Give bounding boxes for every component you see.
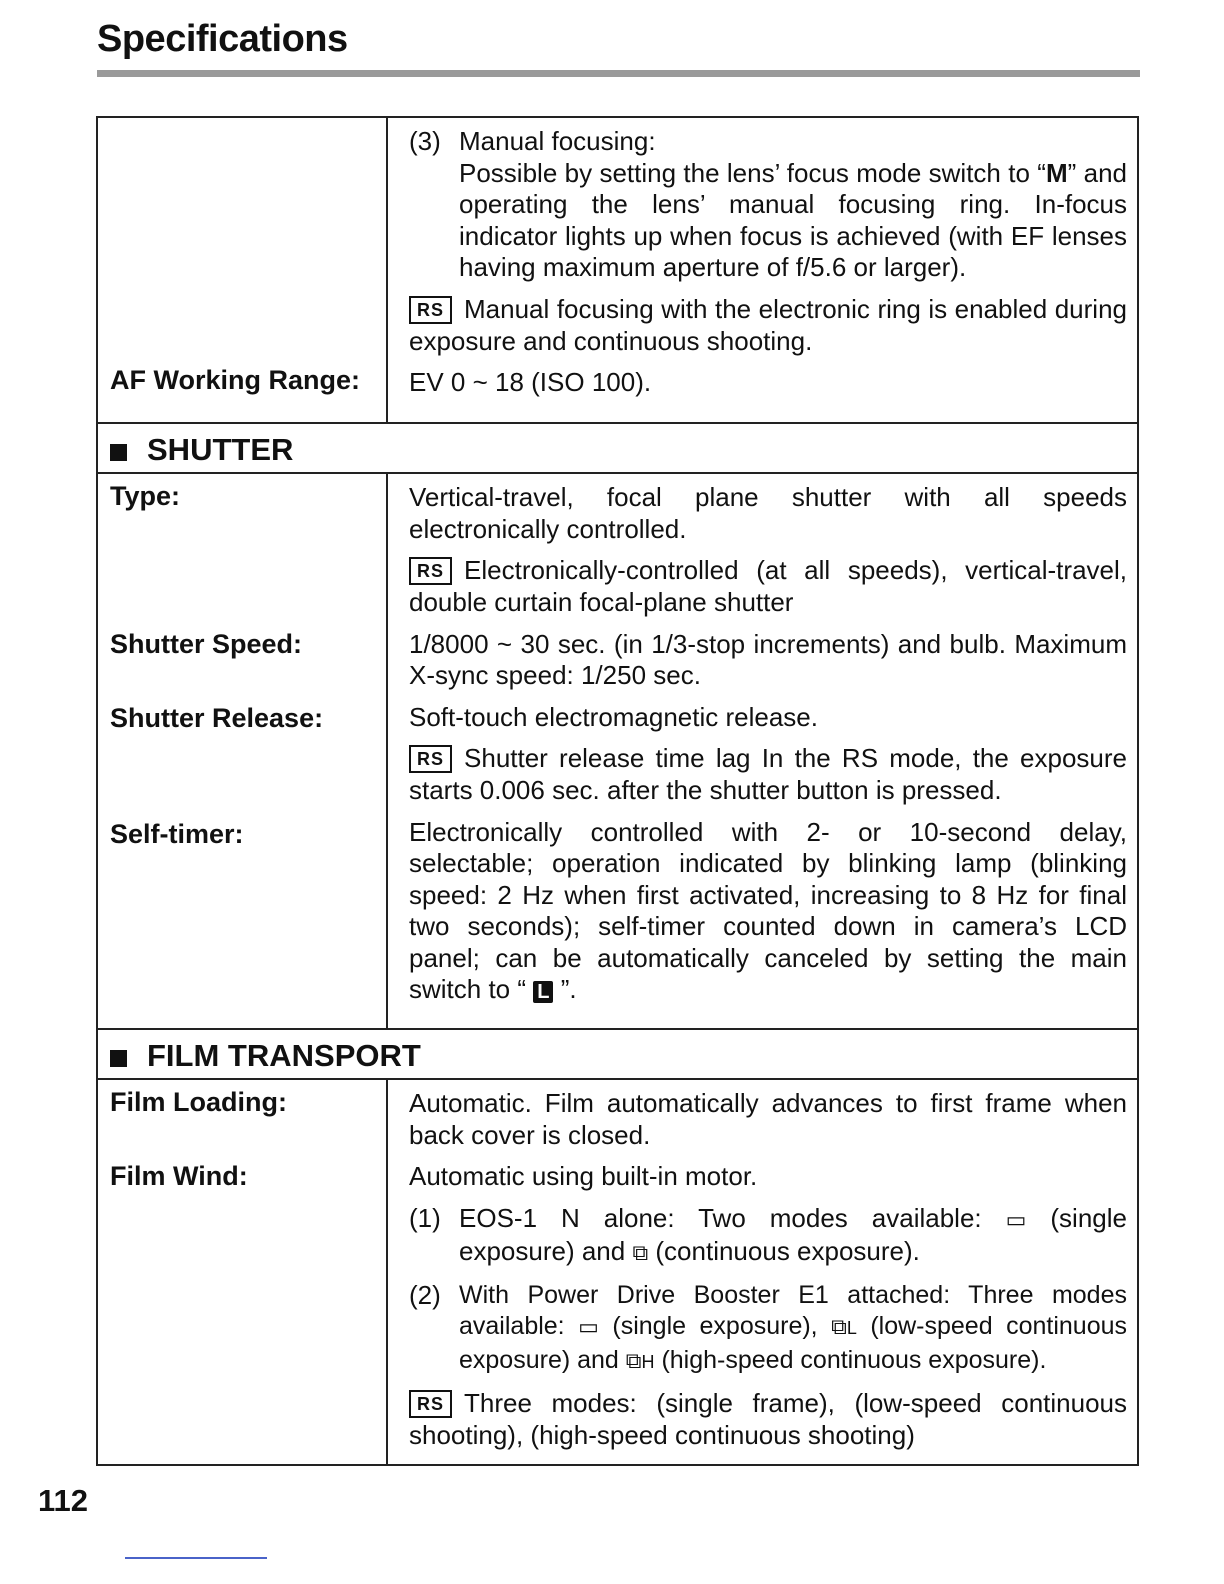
rs-badge: RS xyxy=(409,557,452,585)
shutter-heading: SHUTTER xyxy=(97,423,1138,473)
focus-left-cell xyxy=(97,117,387,423)
af-working-range-label: AF Working Range: xyxy=(110,365,361,395)
bottom-rule xyxy=(125,1557,267,1559)
title-rule xyxy=(97,70,1140,77)
item-2-num: (2) xyxy=(409,1279,441,1310)
single-frame-icon: ▭ xyxy=(1005,1207,1027,1233)
manual-focus-item xyxy=(409,126,1127,284)
manual-focus-rs-note: RS Manual focusing with the electronic ring is enabled during exposure and continuous shooting. xyxy=(409,293,1127,356)
manual-focus-num: (3) xyxy=(409,126,441,156)
focus-right-cell xyxy=(387,117,1138,423)
shutter-speed-label: Shutter Speed: xyxy=(110,629,303,659)
film-loading-text: Automatic. Film automatically advances to first frame when back cover is closed. xyxy=(409,1088,1127,1150)
film-rs-note: RS Three modes: (single frame), (low-speed continuous shooting), (high-speed continuous shooting) xyxy=(409,1388,1127,1450)
film-transport-heading: FILM TRANSPORT xyxy=(97,1029,1138,1079)
film-wind-text: Automatic using built-in motor. xyxy=(409,1161,758,1191)
self-timer-text: Electronically controlled with 2- or 10-second delay, selectable; operation indicated by blinking lamp (blinking speed: 2 Hz when first activated, increasing to 8 Hz for final two seconds); self-timer counted down in camera’s LCD panel; can be automatically canceled by setting the main switch to “ L ”. xyxy=(409,816,1127,1004)
shutter-right-cell xyxy=(387,473,1138,1029)
rs-badge: RS xyxy=(409,1390,452,1418)
page-number: 112 xyxy=(38,1483,89,1518)
film-row xyxy=(97,1079,1138,1465)
type-rs-note: RS Electronically-controlled (at all speeds), vertical-travel, double curtain focal-plane shutter xyxy=(409,555,1127,617)
single-frame-icon: ▭ xyxy=(578,1315,599,1340)
film-wind-item-2 xyxy=(409,1280,1127,1379)
shutter-heading-row xyxy=(97,423,1138,473)
spec-table xyxy=(96,116,1139,1466)
manual-focus-text: Possible by setting the lens’ focus mode switch to “M” and operating the lens’ manual focusing ring. In-focus indicator lights up when focus is achieved (with EF lenses having maximum aperture of f/5.6 or larger). xyxy=(459,157,1128,282)
film-wind-label: Film Wind: xyxy=(110,1161,248,1191)
item-1-num: (1) xyxy=(409,1202,441,1233)
film-heading-row xyxy=(97,1029,1138,1079)
film-wind-item-1 xyxy=(409,1203,1127,1270)
continuous-frame-icon: ⧉ xyxy=(632,1241,649,1266)
item-1-text: EOS-1 N alone: Two modes available: ▭ (single exposure) and ⧉ (continuous exposure). xyxy=(459,1202,1127,1266)
self-timer-label: Self-timer: xyxy=(110,819,244,849)
af-working-range-value: EV 0 ~ 18 (ISO 100). xyxy=(409,367,652,397)
type-label: Type: xyxy=(110,481,181,511)
rs-badge: RS xyxy=(409,745,452,773)
continuous-low-icon: ⧉ xyxy=(831,1315,847,1340)
shutter-release-rs-note: RS Shutter release time lag In the RS mode, the exposure starts 0.006 sec. after the shutter button is pressed. xyxy=(409,743,1127,805)
focus-row xyxy=(97,117,1138,423)
film-left-cell xyxy=(97,1079,387,1465)
film-right-cell xyxy=(387,1079,1138,1465)
film-loading-label: Film Loading: xyxy=(110,1087,287,1117)
shutter-release-label: Shutter Release: xyxy=(110,703,324,733)
shutter-left-cell xyxy=(97,473,387,1029)
shutter-speed-text: 1/8000 ~ 30 sec. (in 1/3-stop increments) and bulb. Maximum X-sync speed: 1/250 sec. xyxy=(409,628,1127,690)
square-bullet-icon xyxy=(110,1050,127,1067)
shutter-row xyxy=(97,473,1138,1029)
shutter-release-text: Soft-touch electromagnetic release. xyxy=(409,701,818,732)
manual-focus-title: Manual focusing: xyxy=(459,126,656,156)
type-text: Vertical-travel, focal plane shutter with all speeds electronically controlled. xyxy=(409,482,1127,544)
rs-badge: RS xyxy=(409,296,452,324)
page-title: Specifications xyxy=(97,18,348,60)
lock-position-icon: L xyxy=(533,981,553,1003)
square-bullet-icon xyxy=(110,444,127,461)
item-2-text: With Power Drive Booster E1 attached: Three modes available: ▭ (single exposure), ⧉L (low-speed continuous exposure) and ⧉H (high-speed continuous exposure). xyxy=(459,1280,1127,1374)
continuous-high-icon: ⧉ xyxy=(625,1348,642,1374)
